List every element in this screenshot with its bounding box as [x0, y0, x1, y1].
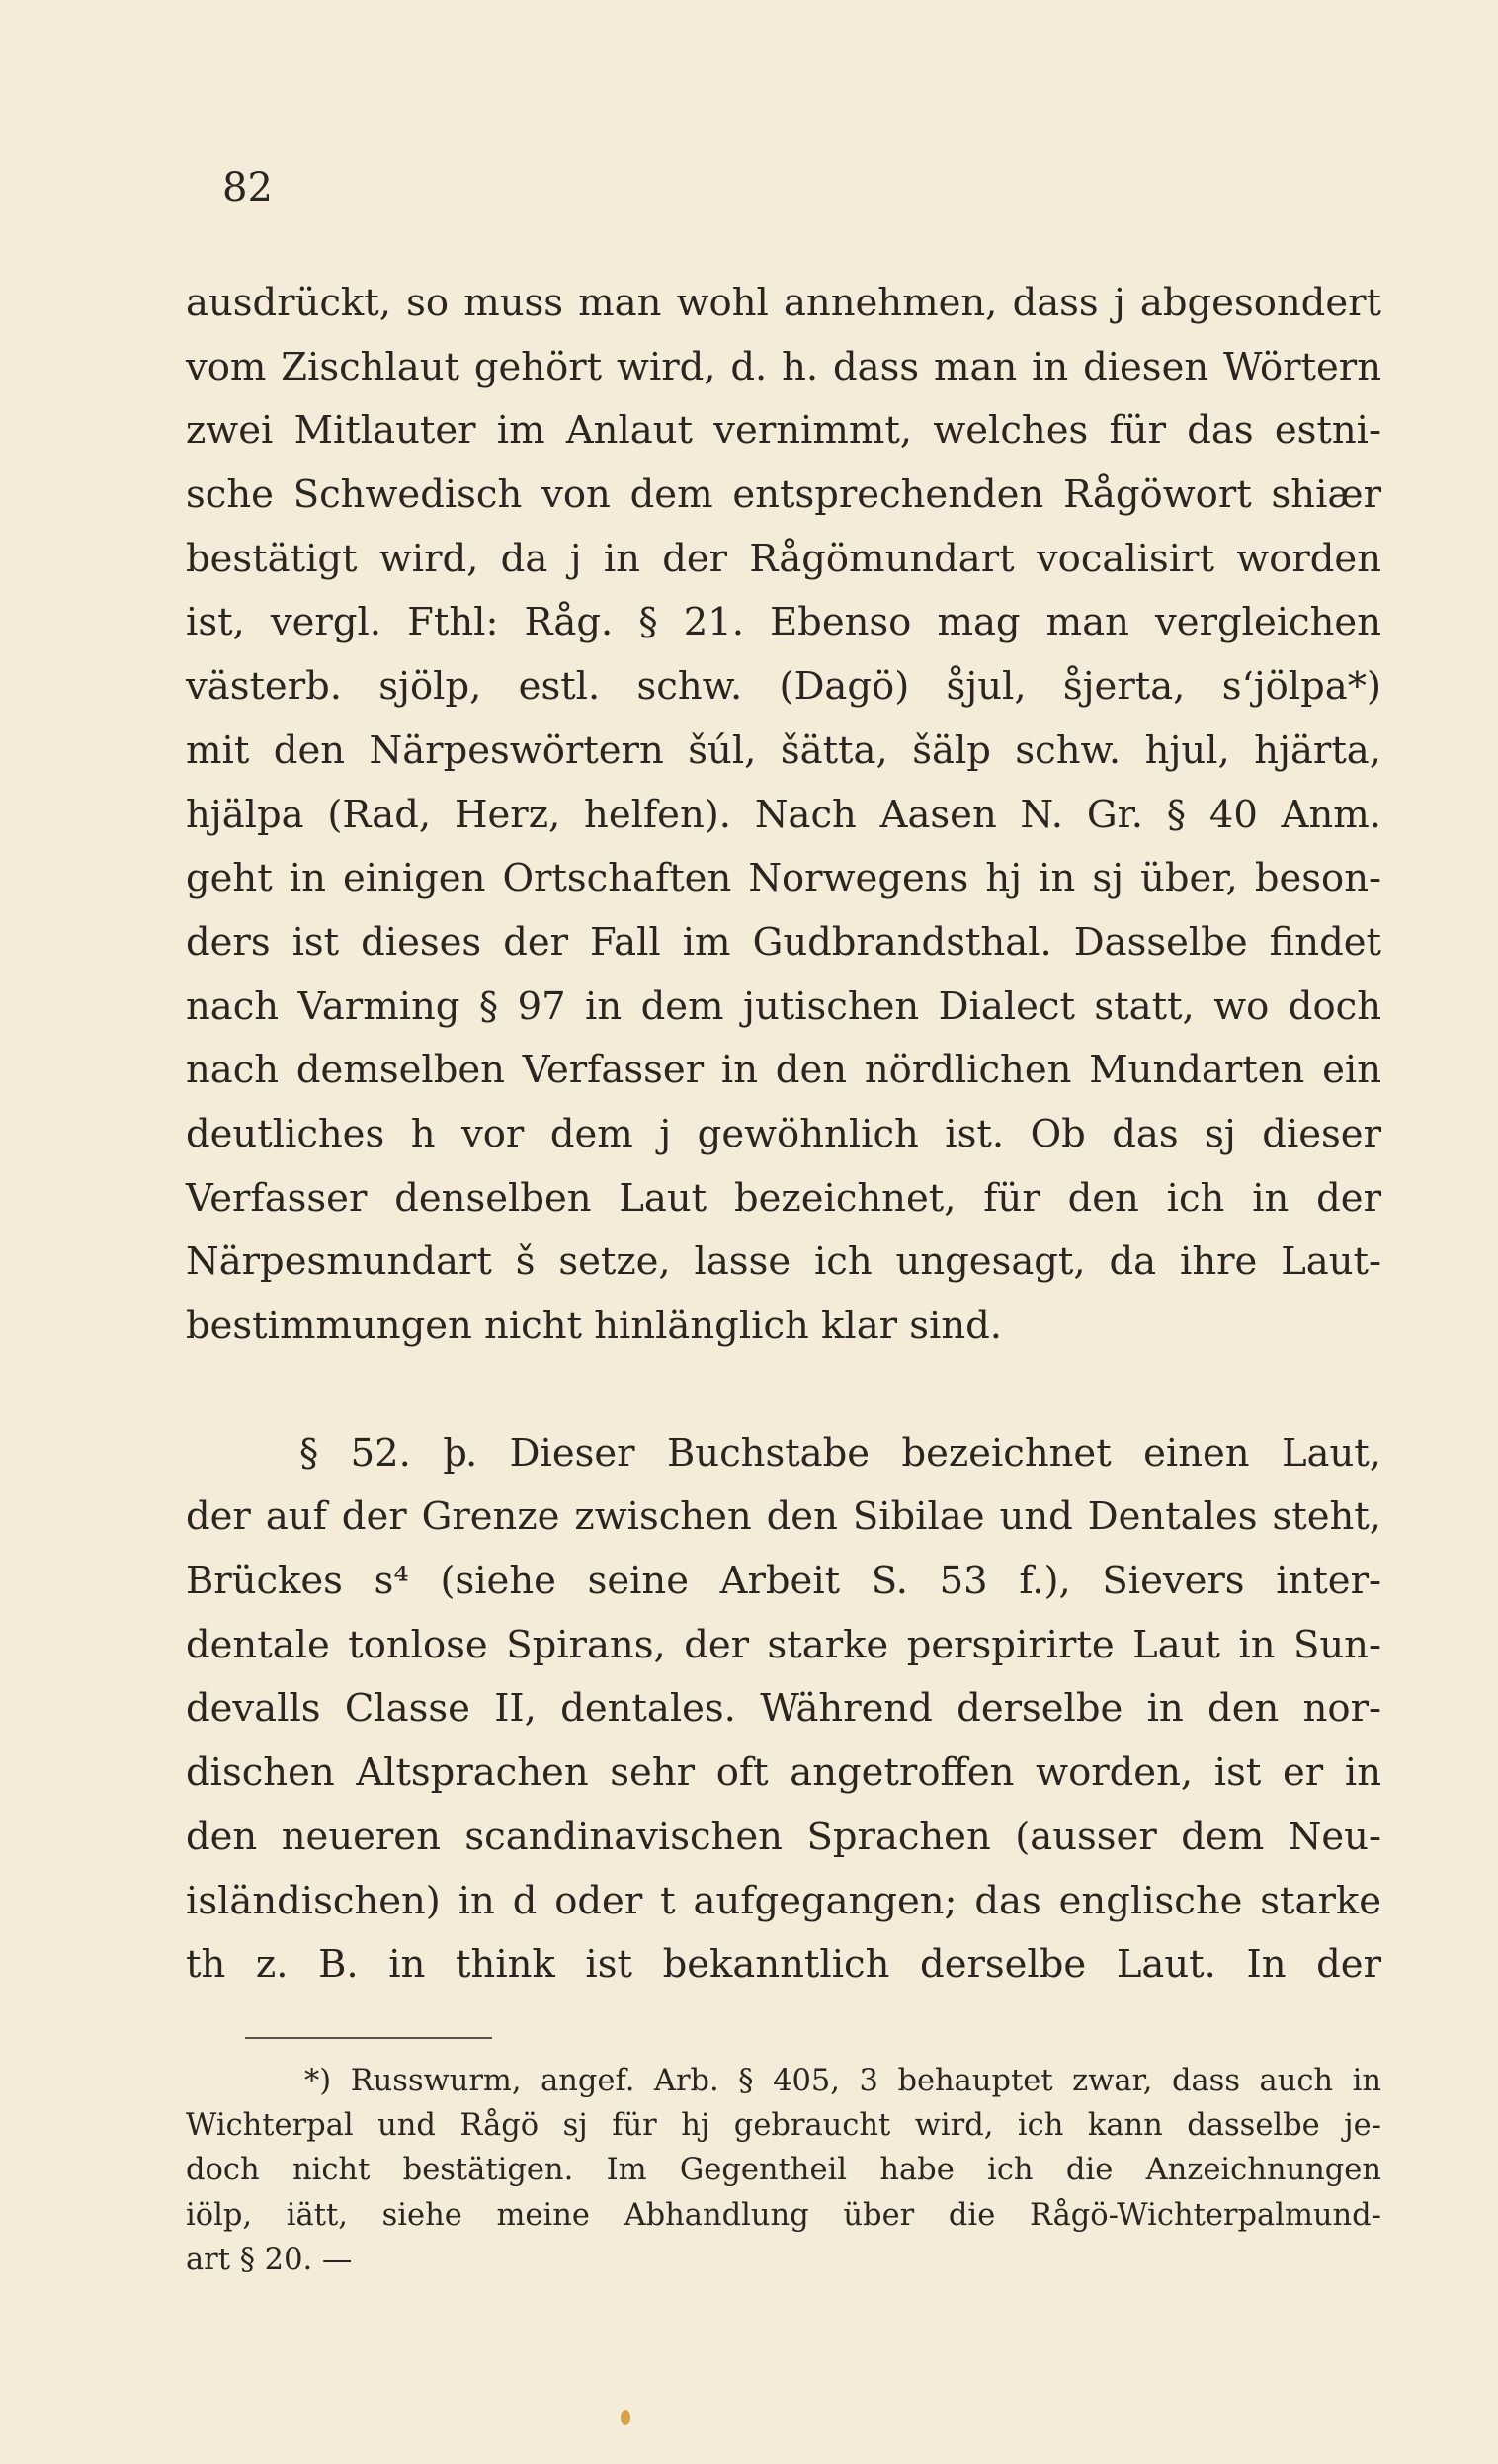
text-line: Brückes s⁴ (siehe seine Arbeit S. 53 f.), Sievers inter- — [186, 1559, 1381, 1604]
text-line: ders ist dieses der Fall im Gudbrandsthal. Dasselbe findet — [186, 919, 1381, 965]
section-heading-line: § 52. þ. Dieser Buchstabe bezeichnet einen Laut, — [299, 1430, 1381, 1476]
footnote-line: Wichterpal und Rågö sj für hj gebraucht wird, ich kann dasselbe je- — [186, 2108, 1381, 2144]
text-line: bestätigt wird, da j in der Rågömundart vocalisirt worden — [186, 536, 1381, 581]
text-line: Verfasser denselben Laut bezeichnet, für den ich in der — [186, 1175, 1381, 1221]
text-line: mit den Närpeswörtern šúl, šätta, šälp schw. hjul, hjärta, — [186, 727, 1381, 773]
text-line: geht in einigen Ortschaften Norwegens hj in sj über, beson- — [186, 856, 1381, 901]
text-line: den neueren scandinavischen Sprachen (ausser dem Neu- — [186, 1814, 1381, 1859]
text-line: th z. B. in think ist bekanntlich derselbe Laut. In der — [186, 1942, 1381, 1988]
text-line: deutliches h vor dem j gewöhnlich ist. Ob das sj dieser — [186, 1111, 1381, 1156]
footnote-line: doch nicht bestätigen. Im Gegentheil habe ich die Anzeichnungen — [186, 2153, 1381, 2188]
footnote-line: *) Russwurm, angef. Arb. § 405, 3 behauptet zwar, dass auch in — [304, 2064, 1381, 2098]
main-text — [186, 272, 1381, 1997]
text-line: hjälpa (Rad, Herz, helfen). Nach Aasen N. Gr. § 40 Anm. — [186, 792, 1381, 837]
text-line: dischen Altsprachen sehr oft angetroffen worden, ist er in — [186, 1750, 1381, 1796]
text-line: vom Zischlaut gehört wird, d. h. dass man in diesen Wörtern — [186, 344, 1381, 389]
ink-spot — [621, 2410, 630, 2425]
footnote-divider — [245, 2037, 492, 2039]
text-line: dentale tonlose Spirans, der starke perspirirte Laut in Sun- — [186, 1622, 1381, 1667]
text-line: ausdrückt, so muss man wohl annehmen, dass j abgesondert — [186, 281, 1381, 325]
text-line: isländischen) in d oder t aufgegangen; das englische starke — [186, 1878, 1381, 1923]
footnote-line: art § 20. — — [186, 2242, 353, 2277]
text-line: zwei Mitlauter im Anlaut vernimmt, welches für das estni- — [186, 408, 1381, 454]
text-line: der auf der Grenze zwischen den Sibilae und Dentales steht, — [186, 1494, 1381, 1540]
footnote — [186, 2059, 1381, 2282]
text-line: nach Varming § 97 in dem jutischen Dialect statt, wo doch — [186, 983, 1381, 1029]
text-line: bestimmungen nicht hinlänglich klar sind. — [186, 1304, 1003, 1348]
text-line: västerb. sjölp, estl. schw. (Dagö) s̊jul, s̊jerta, s‘jölpa*) — [186, 664, 1381, 710]
page-number: 82 — [222, 165, 273, 211]
footnote-line: iölp, iätt, siehe meine Abhandlung über die Rågö-Wichterpalmund- — [186, 2197, 1381, 2233]
text-line: sche Schwedisch von dem entsprechenden Rågöwort shiær — [186, 472, 1381, 518]
paragraph-gap — [186, 1359, 1381, 1422]
text-line: Närpesmundart š setze, lasse ich ungesagt, da ihre Laut- — [186, 1239, 1381, 1285]
text-line: devalls Classe II, dentales. Während derselbe in den nor- — [186, 1686, 1381, 1732]
text-line: nach demselben Verfasser in den nördlichen Mundarten ein — [186, 1048, 1381, 1093]
text-line: ist, vergl. Fthl: Råg. § 21. Ebenso mag man vergleichen — [186, 600, 1381, 645]
